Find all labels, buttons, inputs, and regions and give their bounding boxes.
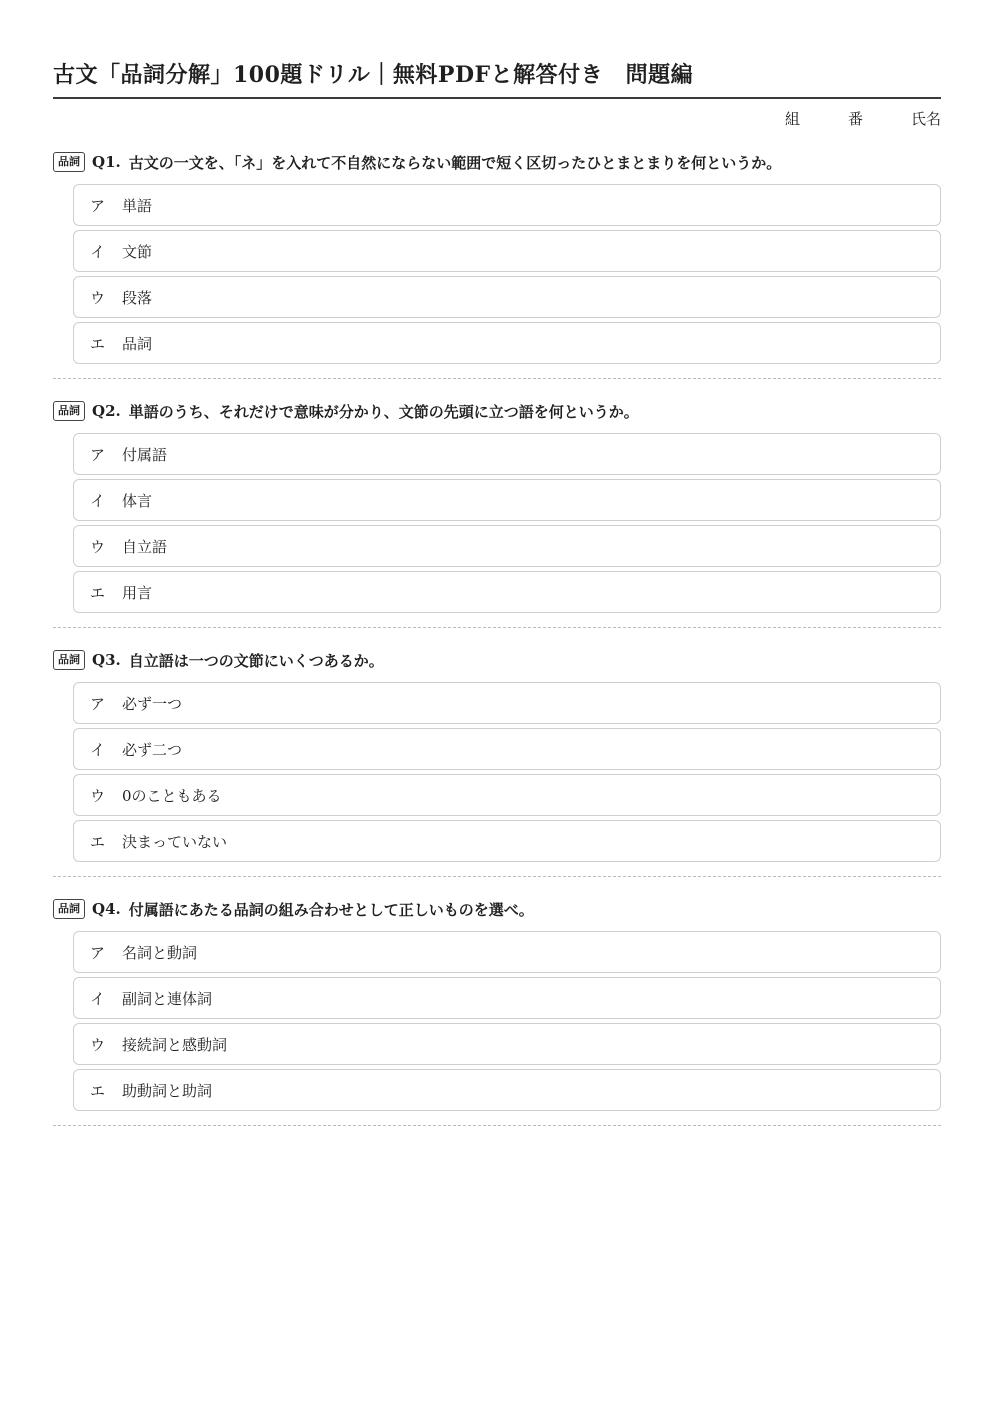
title-divider (53, 97, 941, 99)
question-header (53, 150, 941, 174)
question-header (53, 648, 941, 672)
choice-list (73, 184, 941, 364)
choice-text: 決まっていない (122, 832, 228, 851)
choice-text: 必ず二つ (122, 740, 183, 759)
choice-text: 必ず一つ (122, 694, 183, 713)
choice-list (73, 682, 941, 862)
choice-a[interactable] (73, 931, 941, 973)
question-number: Q4. (92, 900, 121, 918)
choice-label: イ (90, 242, 106, 261)
question-1 (53, 150, 941, 379)
choice-a[interactable] (73, 433, 941, 475)
choice-i[interactable] (73, 977, 941, 1019)
choice-text: 副詞と連体詞 (122, 989, 213, 1008)
choice-label: ウ (90, 288, 106, 307)
class-field-label: 組 (784, 110, 800, 128)
choice-label: ウ (90, 786, 106, 805)
choice-label: イ (90, 989, 106, 1008)
choice-label: ウ (90, 1035, 106, 1054)
choice-list (73, 433, 941, 613)
choice-i[interactable] (73, 230, 941, 272)
choice-u[interactable] (73, 525, 941, 567)
choice-i[interactable] (73, 479, 941, 521)
question-3 (53, 648, 941, 877)
question-header (53, 399, 941, 423)
choice-label: ア (90, 943, 106, 962)
choice-e[interactable] (73, 322, 941, 364)
choice-label: ア (90, 445, 106, 464)
question-text: 自立語は一つの文節にいくつあるか。 (128, 651, 384, 670)
choice-label: エ (90, 1081, 106, 1100)
choice-a[interactable] (73, 184, 941, 226)
choice-list (73, 931, 941, 1111)
choice-label: エ (90, 583, 106, 602)
choice-u[interactable] (73, 1023, 941, 1065)
choice-text: 0のこともある (122, 786, 222, 805)
choice-i[interactable] (73, 728, 941, 770)
question-number: Q2. (92, 402, 121, 420)
category-badge: 品詞 (53, 899, 85, 919)
choice-text: 付属語 (122, 445, 168, 464)
choice-text: 自立語 (122, 537, 168, 556)
choice-u[interactable] (73, 276, 941, 318)
choice-a[interactable] (73, 682, 941, 724)
choice-text: 用言 (122, 583, 153, 602)
choice-label: エ (90, 832, 106, 851)
question-text: 単語のうち、それだけで意味が分かり、文節の先頭に立つ語を何というか。 (128, 402, 639, 421)
choice-e[interactable] (73, 1069, 941, 1111)
choice-label: イ (90, 740, 106, 759)
choice-text: 体言 (122, 491, 153, 510)
question-text: 古文の一文を、「ネ」を入れて不自然にならない範囲で短く区切ったひとまとまりを何というか。 (128, 153, 782, 172)
student-info (785, 108, 941, 129)
choice-label: ア (90, 694, 106, 713)
choice-label: ア (90, 196, 106, 215)
category-badge: 品詞 (53, 401, 85, 421)
choice-e[interactable] (73, 571, 941, 613)
choice-text: 接続詞と感動詞 (122, 1035, 228, 1054)
question-header (53, 897, 941, 921)
question-4 (53, 897, 941, 1126)
choice-u[interactable] (73, 774, 941, 816)
question-2 (53, 399, 941, 628)
question-list (53, 150, 941, 1146)
choice-text: 単語 (122, 196, 153, 215)
choice-e[interactable] (73, 820, 941, 862)
choice-text: 品詞 (122, 334, 153, 353)
question-number: Q1. (92, 153, 121, 171)
choice-text: 文節 (122, 242, 153, 261)
number-field-label: 番 (847, 110, 863, 128)
page-title: 古文「品詞分解」100題ドリル｜無料PDFと解答付き 問題編 (53, 62, 694, 88)
choice-text: 名詞と動詞 (122, 943, 198, 962)
choice-text: 助動詞と助詞 (122, 1081, 213, 1100)
name-field-label: 氏名 (910, 110, 941, 128)
question-number: Q3. (92, 651, 121, 669)
category-badge: 品詞 (53, 152, 85, 172)
choice-label: エ (90, 334, 106, 353)
choice-text: 段落 (122, 288, 153, 307)
choice-label: イ (90, 491, 106, 510)
question-text: 付属語にあたる品詞の組み合わせとして正しいものを選べ。 (128, 900, 534, 919)
choice-label: ウ (90, 537, 106, 556)
category-badge: 品詞 (53, 650, 85, 670)
